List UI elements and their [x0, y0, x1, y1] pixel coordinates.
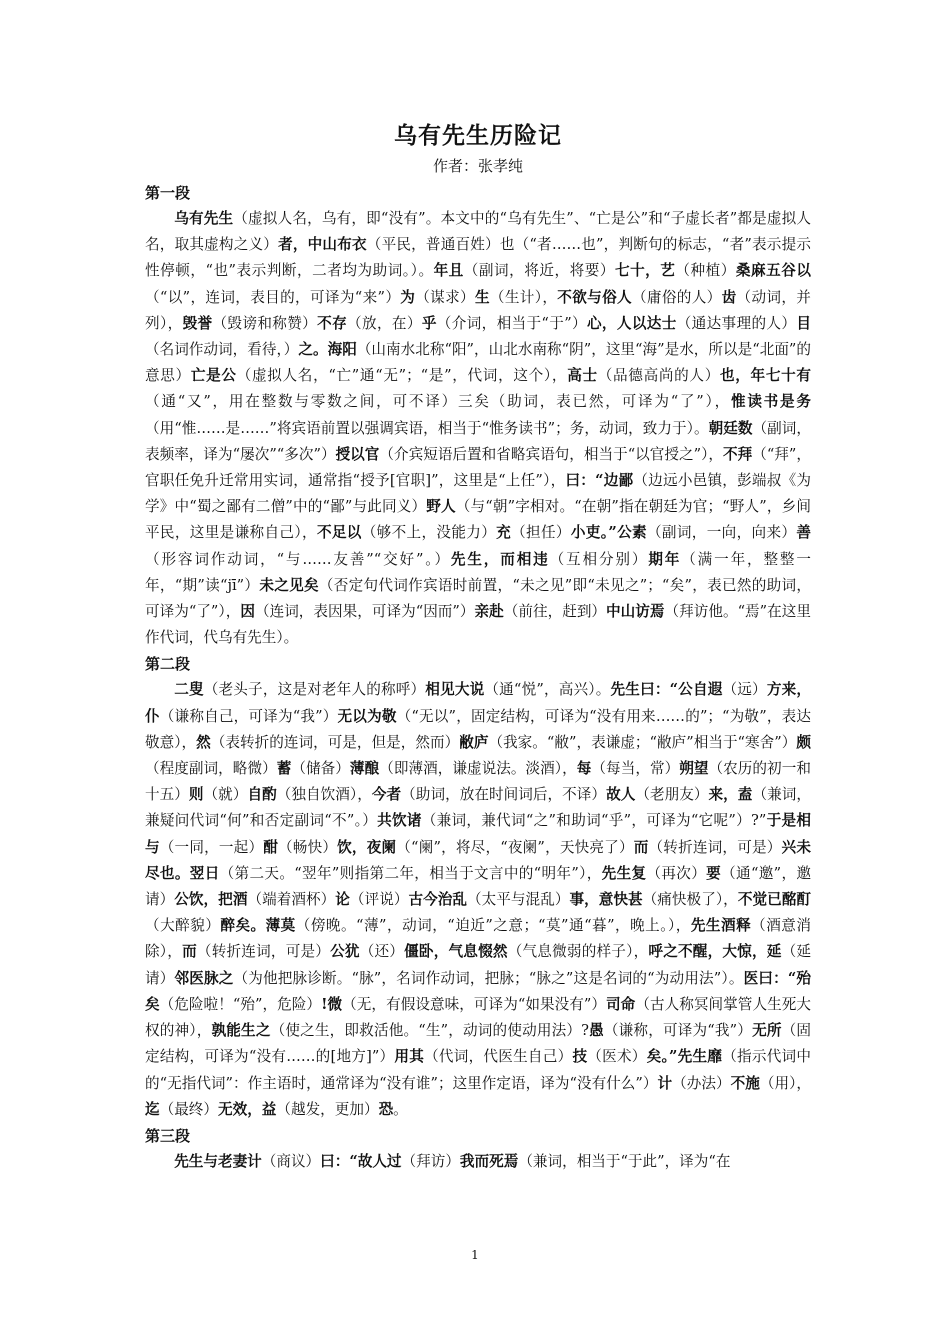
bold-text-run: 颇 — [796, 733, 811, 751]
annotation-text-run: （气息微弱的样子）， — [507, 943, 649, 961]
bold-text-run: 朝廷数 — [708, 419, 753, 437]
annotation-text-run: （否定句代词作宾语时前置，“未之见”即“未见之”；“矣”，表已然的助词，可译为“了”）， — [145, 576, 811, 621]
annotation-text-run: （放，在） — [347, 314, 422, 332]
bold-text-run: 相见大说 — [425, 681, 485, 699]
annotation-text-run: （谋求） — [415, 288, 475, 306]
annotation-text-run: （太平与混乱） — [467, 891, 570, 909]
annotation-text-run: （傍晚。“薄”，动词，“迫近”之意；“莫”通“暮”，晚上。）， — [295, 917, 691, 935]
annotation-text-run: （使之生，即救活他。“生”，动词的使动用法）? — [270, 1022, 589, 1040]
annotation-text-run: （就） — [203, 786, 248, 804]
annotation-text-run: （储备） — [291, 760, 350, 778]
bold-text-run: 孰能生之 — [211, 1022, 271, 1040]
bold-text-run: 不觉已酩酊 — [737, 891, 811, 909]
annotation-text-run: （副词，将近，将要） — [463, 262, 615, 280]
bold-text-run: 公饮，把酒 — [174, 891, 248, 909]
bold-text-run: 善 — [796, 524, 811, 542]
bold-text-run: 未之见矣 — [259, 576, 319, 594]
annotation-text-run: （延请） — [145, 943, 811, 987]
section-heading: 第二段 — [145, 655, 191, 674]
bold-text-run: 目 — [796, 314, 811, 332]
bold-text-run: 恐 — [378, 1100, 394, 1118]
bold-text-run: 先生复 — [601, 864, 647, 882]
annotation-text-run: （通“悦”，高兴）。 — [484, 681, 611, 699]
annotation-text-run: （古人称冥间掌管人生死大权的神）， — [145, 995, 811, 1040]
bold-text-run: 不欲与俗人 — [557, 288, 632, 306]
annotation-text-run: （虚拟人名，乌有，即“没有”。本文中的“乌有先生”、“亡是公”和“子虚长者”都是虚拟人名，取其虚构之义） — [145, 210, 811, 254]
annotation-text-run: （生计）， — [489, 288, 558, 306]
annotation-text-run: （独自饮酒）， — [276, 786, 372, 804]
annotation-text-run: （动词，并列）， — [145, 288, 811, 332]
section-heading: 第一段 — [145, 184, 191, 202]
annotation-text-run: （庸俗的人） — [631, 288, 722, 306]
annotation-text-run: （通达事理的人） — [676, 314, 797, 332]
document-title: 乌有先生历险记 — [394, 122, 562, 149]
annotation-text-run: （介宾短语后置和省略宾语句，相当于“以官授之”）， — [379, 445, 723, 463]
annotation-text-run: （还） — [359, 943, 405, 961]
bold-text-run: 今者 — [371, 786, 402, 804]
annotation-text-run: （每当，常） — [591, 760, 680, 778]
document-author: 作者：张孝纯 — [432, 157, 523, 175]
bold-text-run: 古今治乱 — [408, 891, 468, 909]
bold-text-run: 无以为敬 — [337, 707, 397, 725]
annotation-text-run: （再次） — [646, 864, 707, 882]
bold-text-run: 故人 — [606, 786, 636, 804]
bold-text-run: 饮，夜阑 — [337, 838, 397, 856]
bold-text-run: 迄 — [145, 1100, 160, 1118]
annotation-text-run: （我家。“敝”，表谦虚；“敝庐”相当于“寒舍”） — [488, 733, 797, 751]
annotation-text-run: （边远小邑镇，彭端叔《为学》中“蜀之鄙有二僧”中的“鄙”与此同义） — [145, 472, 811, 516]
bold-text-run: 生 — [474, 288, 490, 306]
bold-text-run: 呼之不醒，大惊，延 — [648, 943, 782, 961]
annotation-text-run: （“无以”，固定结构，可译为“没有用来……的”；“为敬”，表达敬意）， — [145, 707, 811, 751]
bold-text-run: 愚 — [588, 1022, 604, 1040]
section-paragraph — [145, 206, 811, 651]
bold-text-run: 授以官 — [335, 445, 380, 463]
annotation-text-run: （兼词，兼代词“之”和助词“乎”，可译为“它呢”）?” — [421, 812, 767, 830]
annotation-text-run: 。 — [393, 1100, 408, 1118]
annotation-text-run: （“以”，连词，表目的，可译为“来”） — [145, 288, 401, 306]
bold-text-run: 先生曰：“公自遐 — [610, 681, 723, 699]
annotation-text-run: （品德高尚的人） — [597, 367, 720, 385]
annotation-text-run: （代词，代医生自己） — [424, 1048, 573, 1066]
bold-text-run: 七十，艺 — [614, 262, 676, 280]
bold-text-run: 乌有先生 — [174, 210, 234, 227]
annotation-text-run: （指示代词中的“无指代词”：作主语时，通常译为“没有谁”；这里作定语，译为“没有什么”） — [145, 1048, 811, 1092]
bold-text-run: 因 — [240, 603, 255, 621]
bold-text-run: 兴未尽也。翌日 — [145, 838, 811, 882]
bold-text-run: 也，年七十有 — [719, 367, 811, 385]
bold-text-run: 野人 — [426, 498, 456, 516]
bold-text-run: 而 — [633, 838, 649, 856]
annotation-text-run: （满一年，整整一年，“期”读“jī”） — [145, 550, 811, 594]
bold-text-run: 曰：“故人过 — [320, 1152, 402, 1170]
annotation-text-run: （拜访他。“焉”在这里作代词，代乌有先生）。 — [145, 603, 811, 647]
annotation-text-run: （医术） — [587, 1048, 647, 1066]
bold-text-run: 曰：“边鄙 — [565, 472, 634, 490]
annotation-text-run: （用“惟……是……”将宾语前置以强调宾语，相当于“惟务读书”；务，动词，致力于）。 — [145, 419, 709, 437]
annotation-text-run: （“阑”，将尽，“夜阑”，天快亮了） — [396, 838, 634, 856]
annotation-text-run: （毁谤和称赞） — [212, 314, 318, 332]
annotation-text-run: （办法） — [672, 1074, 731, 1092]
bold-text-run: 技 — [572, 1048, 588, 1066]
bold-text-run: 惟读书是务 — [730, 393, 811, 411]
annotation-text-run: （谦称，可译为“我”） — [603, 1022, 753, 1040]
annotation-text-run: （越发，更加） — [276, 1100, 379, 1118]
bold-text-run: 我而死焉 — [459, 1152, 519, 1170]
bold-text-run: 乎 — [421, 314, 437, 332]
annotation-text-run: （大醉貌） — [145, 917, 221, 935]
annotation-text-run: （够不上，没能力） — [361, 524, 497, 542]
annotation-text-run: （通“邀”，邀请） — [145, 864, 811, 909]
annotation-text-run: （商议） — [261, 1152, 321, 1170]
bold-text-run: 蓄 — [276, 760, 292, 778]
bold-text-run: 先生，而相违 — [450, 550, 550, 568]
bold-text-run: 计 — [657, 1074, 673, 1092]
bold-text-run: 于是相与 — [145, 812, 811, 856]
annotation-text-run: （介词，相当于“于”） — [436, 314, 587, 332]
annotation-text-run: （“拜”，官职任免升迁常用实词，通常指“授予[官职]”，这里是“上任”）， — [145, 445, 811, 490]
annotation-text-run: （名词作动词，看待，） — [145, 341, 299, 359]
annotation-text-run: （一同，一起） — [159, 838, 264, 856]
bold-text-run: 敝庐 — [459, 733, 489, 751]
bold-text-run: 来，盍 — [708, 786, 753, 804]
annotation-text-run: （评说） — [349, 891, 409, 909]
annotation-text-run: （畅快） — [278, 838, 338, 856]
annotation-text-run: （第二天。“翌年”则指第二年，相当于文言中的“明年”）， — [219, 864, 602, 882]
annotation-text-run: （表转折的连词，可是，但是，然而） — [210, 733, 460, 751]
annotation-text-run: （老头子，这是对老年人的称呼） — [203, 681, 426, 699]
annotation-text-run: （兼词，兼疑问代词“何”和否定副词“不”。） — [145, 786, 811, 830]
bold-text-run: 共饮诸 — [377, 812, 422, 830]
annotation-text-run: （平民，普通百姓）也（“者……也”，判断句的标志，“者”表示提示性停顿，“也”表示判断，二者均为助词。）。 — [145, 236, 811, 280]
bold-text-run: 论 — [335, 891, 350, 909]
annotation-text-run: （最终） — [159, 1100, 218, 1118]
annotation-text-run: （程度副词，略微） — [145, 760, 277, 778]
annotation-text-run: （虚拟人名，“亡”通“无”；“是”，代词，这个）， — [236, 367, 568, 385]
annotation-text-run: （转折连词，可是） — [196, 943, 331, 961]
annotation-text-run: （农历的初一和十五） — [145, 760, 811, 804]
bold-text-run: 二叟 — [174, 681, 204, 699]
bold-text-run: 不施 — [730, 1074, 760, 1092]
annotation-text-run: （形容词作动词，“与……友善”“交好”。） — [145, 550, 451, 568]
annotation-text-run: （通“又”，用在整数与零数之间，可不译）三矣（助词，表已然，可译为“了”）， — [145, 393, 731, 411]
bold-text-run: 齿 — [721, 288, 737, 306]
annotation-text-run: （即薄酒，谦虚说法。淡酒）， — [379, 760, 577, 778]
annotation-text-run: （无，有假设意味，可译为“如果没有”） — [342, 995, 607, 1013]
bold-text-run: 则 — [188, 786, 204, 804]
bold-text-run: 之。海阳 — [298, 341, 357, 359]
bold-text-run: 自酌 — [247, 786, 277, 804]
bold-text-run: 先生与老妻计 — [174, 1152, 262, 1170]
bold-text-run: 僵卧，气息惙然 — [404, 943, 508, 961]
bold-text-run: 毁誉 — [182, 314, 213, 332]
bold-text-run: 朔望 — [679, 760, 709, 778]
annotation-text-run: （酒意消除）， — [145, 917, 811, 961]
bold-text-run: 高士 — [567, 367, 598, 385]
bold-text-run: 公犹 — [330, 943, 360, 961]
bold-text-run: 而 — [182, 943, 197, 961]
bold-text-run: 者，中山布衣 — [278, 236, 367, 254]
annotation-text-run: （种植） — [675, 262, 736, 280]
annotation-text-run: （远） — [722, 681, 767, 699]
annotation-text-run: （端着酒杯） — [247, 891, 336, 909]
bold-text-run: 小吏。”公素 — [570, 524, 647, 542]
bold-text-run: 先生酒释 — [690, 917, 752, 935]
annotation-text-run: （副词，表频率，译为“屡次”“多次”） — [145, 419, 811, 463]
annotation-text-run: （为他把脉诊断。“脉”，名词作动词，把脉；“脉之”这是名词的“为动用法”）。 — [233, 969, 744, 987]
page-number: 1 — [471, 1248, 479, 1262]
bold-text-run: 醉矣。薄莫 — [220, 917, 296, 935]
document-body — [145, 118, 811, 1175]
annotation-text-run: （谦称自己，可译为“我”） — [159, 707, 338, 725]
bold-text-run: 桑麻五谷以 — [735, 262, 811, 280]
annotation-text-run: （危险啦！“殆”，危险） — [159, 995, 322, 1013]
bold-text-run: 无效，益 — [218, 1100, 277, 1118]
annotation-text-run: （固定结构，可译为“没有……的[地方]”） — [145, 1022, 811, 1066]
bold-text-run: 无所 — [752, 1022, 782, 1040]
bold-text-run: 不存 — [317, 314, 348, 332]
bold-text-run: 酣 — [263, 838, 279, 856]
bold-text-run: 期年 — [648, 550, 682, 568]
bold-text-run: !微 — [321, 995, 343, 1013]
bold-text-run: 要 — [706, 864, 722, 882]
bold-text-run: 司命 — [606, 995, 636, 1013]
bold-text-run: 然 — [196, 733, 211, 751]
bold-text-run: 为 — [400, 288, 416, 306]
bold-text-run: 不拜 — [723, 445, 753, 463]
bold-text-run: 方来，仆 — [145, 681, 811, 725]
bold-text-run: 医曰：“殆矣 — [145, 969, 811, 1013]
bold-text-run: 年且 — [433, 262, 464, 280]
sections-container — [145, 180, 811, 1175]
annotation-text-run: （互相分别） — [549, 550, 649, 568]
bold-text-run: 充 — [496, 524, 512, 542]
annotation-text-run: （痛快极了）， — [642, 891, 738, 909]
bold-text-run: 事，意快甚 — [569, 891, 643, 909]
section-paragraph — [145, 677, 811, 1122]
annotation-text-run: （用）， — [759, 1074, 811, 1092]
annotation-text-run: （转折连词，可是） — [648, 838, 782, 856]
bold-text-run: 矣。”先生靡 — [646, 1048, 723, 1066]
bold-text-run: 薄酿 — [349, 760, 380, 778]
annotation-text-run: （拜访） — [401, 1152, 460, 1170]
bold-text-run: 中山访焉 — [606, 603, 665, 621]
annotation-text-run: （兼词，相当于“于此”，译为“在 — [518, 1152, 731, 1170]
annotation-text-run: （前往，赶到） — [503, 603, 607, 621]
annotation-text-run: （与“朝”字相对。“在朝”指在朝廷为官；“野人”，乡间平民，这里是谦称自己）， — [145, 498, 811, 542]
bold-text-run: 心，人以达士 — [586, 314, 677, 332]
bold-text-run: 亡是公 — [190, 367, 237, 385]
annotation-text-run: （连词，表因果，可译为“因而”） — [254, 603, 475, 621]
bold-text-run: 邻医脉之 — [174, 969, 234, 987]
bold-text-run: 用其 — [394, 1048, 425, 1066]
bold-text-run: 不足以 — [316, 524, 362, 542]
annotation-text-run: （老朋友） — [635, 786, 709, 804]
annotation-text-run: （助词，放在时间词后，不译） — [401, 786, 607, 804]
annotation-text-run: （山南水北称“阳”，山北水南称“阴”，这里“海”是水，所以是“北面”的意思） — [145, 341, 811, 385]
annotation-text-run: （副词，一向，向来） — [646, 524, 797, 542]
bold-text-run: 亲赴 — [474, 603, 504, 621]
annotation-text-run: （担任） — [511, 524, 571, 542]
section-paragraph — [145, 1149, 811, 1175]
bold-text-run: 每 — [576, 760, 592, 778]
section-heading: 第三段 — [145, 1126, 191, 1145]
